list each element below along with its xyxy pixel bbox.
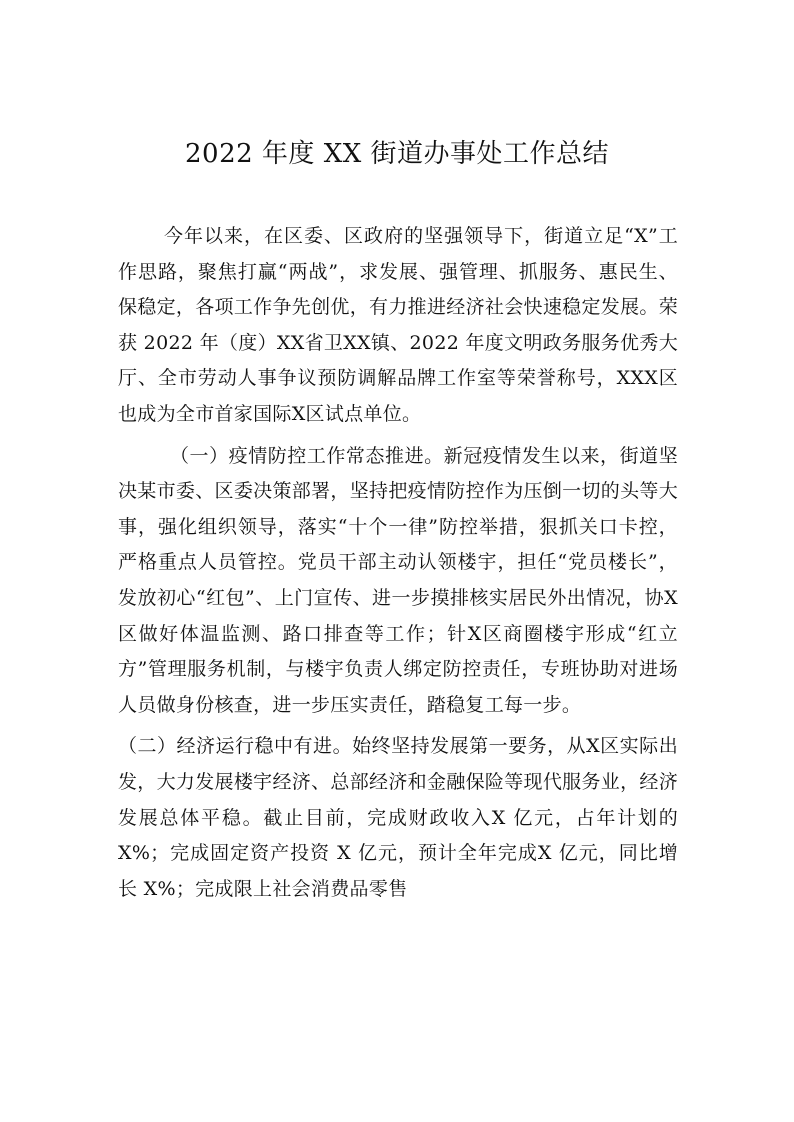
paragraph-intro: 今年以来，在区委、区政府的坚强领导下，街道立足“X”工作思路，聚焦打赢“两战”，求发展、强管理、抓服务、惠民生、保稳定，各项工作争先创优，有力推进经济社会快速稳定发展。荣获 2022 年（度）XX省卫XX镇、2022 年度文明政务服务优秀大厅、全市劳动人事争议预防调解品牌工作室等荣誉称号，XXX区也成为全市首家国际X区试点单位。 bbox=[118, 225, 678, 425]
paragraph-epidemic-control: （一）疫情防控工作常态推进。新冠疫情发生以来，街道坚决某市委、区委决策部署，坚持把疫情防控作为压倒一切的头等大事，强化组织领导，落实“十个一律”防控举措，狠抓关口卡控，严格重点人员管控。党员干部主动认领楼宇，担任“党员楼长”，发放初心“红包”、上门宣传、进一步摸排核实居民外出情况，协X区做好体温监测、路口排查等工作；针X区商圈楼宇形成“红立方”管理服务机制，与楼宇负责人绑定防控责任，专班协助对进场人员做身份核查，进一步压实责任，踏稳复工每一步。 bbox=[118, 444, 678, 716]
paragraph-economic-operation: （二）经济运行稳中有进。始终坚持发展第一要务，从X区实际出发，大力发展楼宇经济、总部经济和金融保险等现代服务业，经济发展总体平稳。截止目前，完成财政收入X 亿元，占年计划的 X%；完成固定资产投资 X 亿元，预计全年完成X 亿元，同比增长 X%；完成限上社会消费品零售 bbox=[118, 735, 678, 900]
document-title: 2022 年度 XX 街道办事处工作总结 bbox=[185, 139, 609, 169]
document-body bbox=[118, 219, 678, 907]
